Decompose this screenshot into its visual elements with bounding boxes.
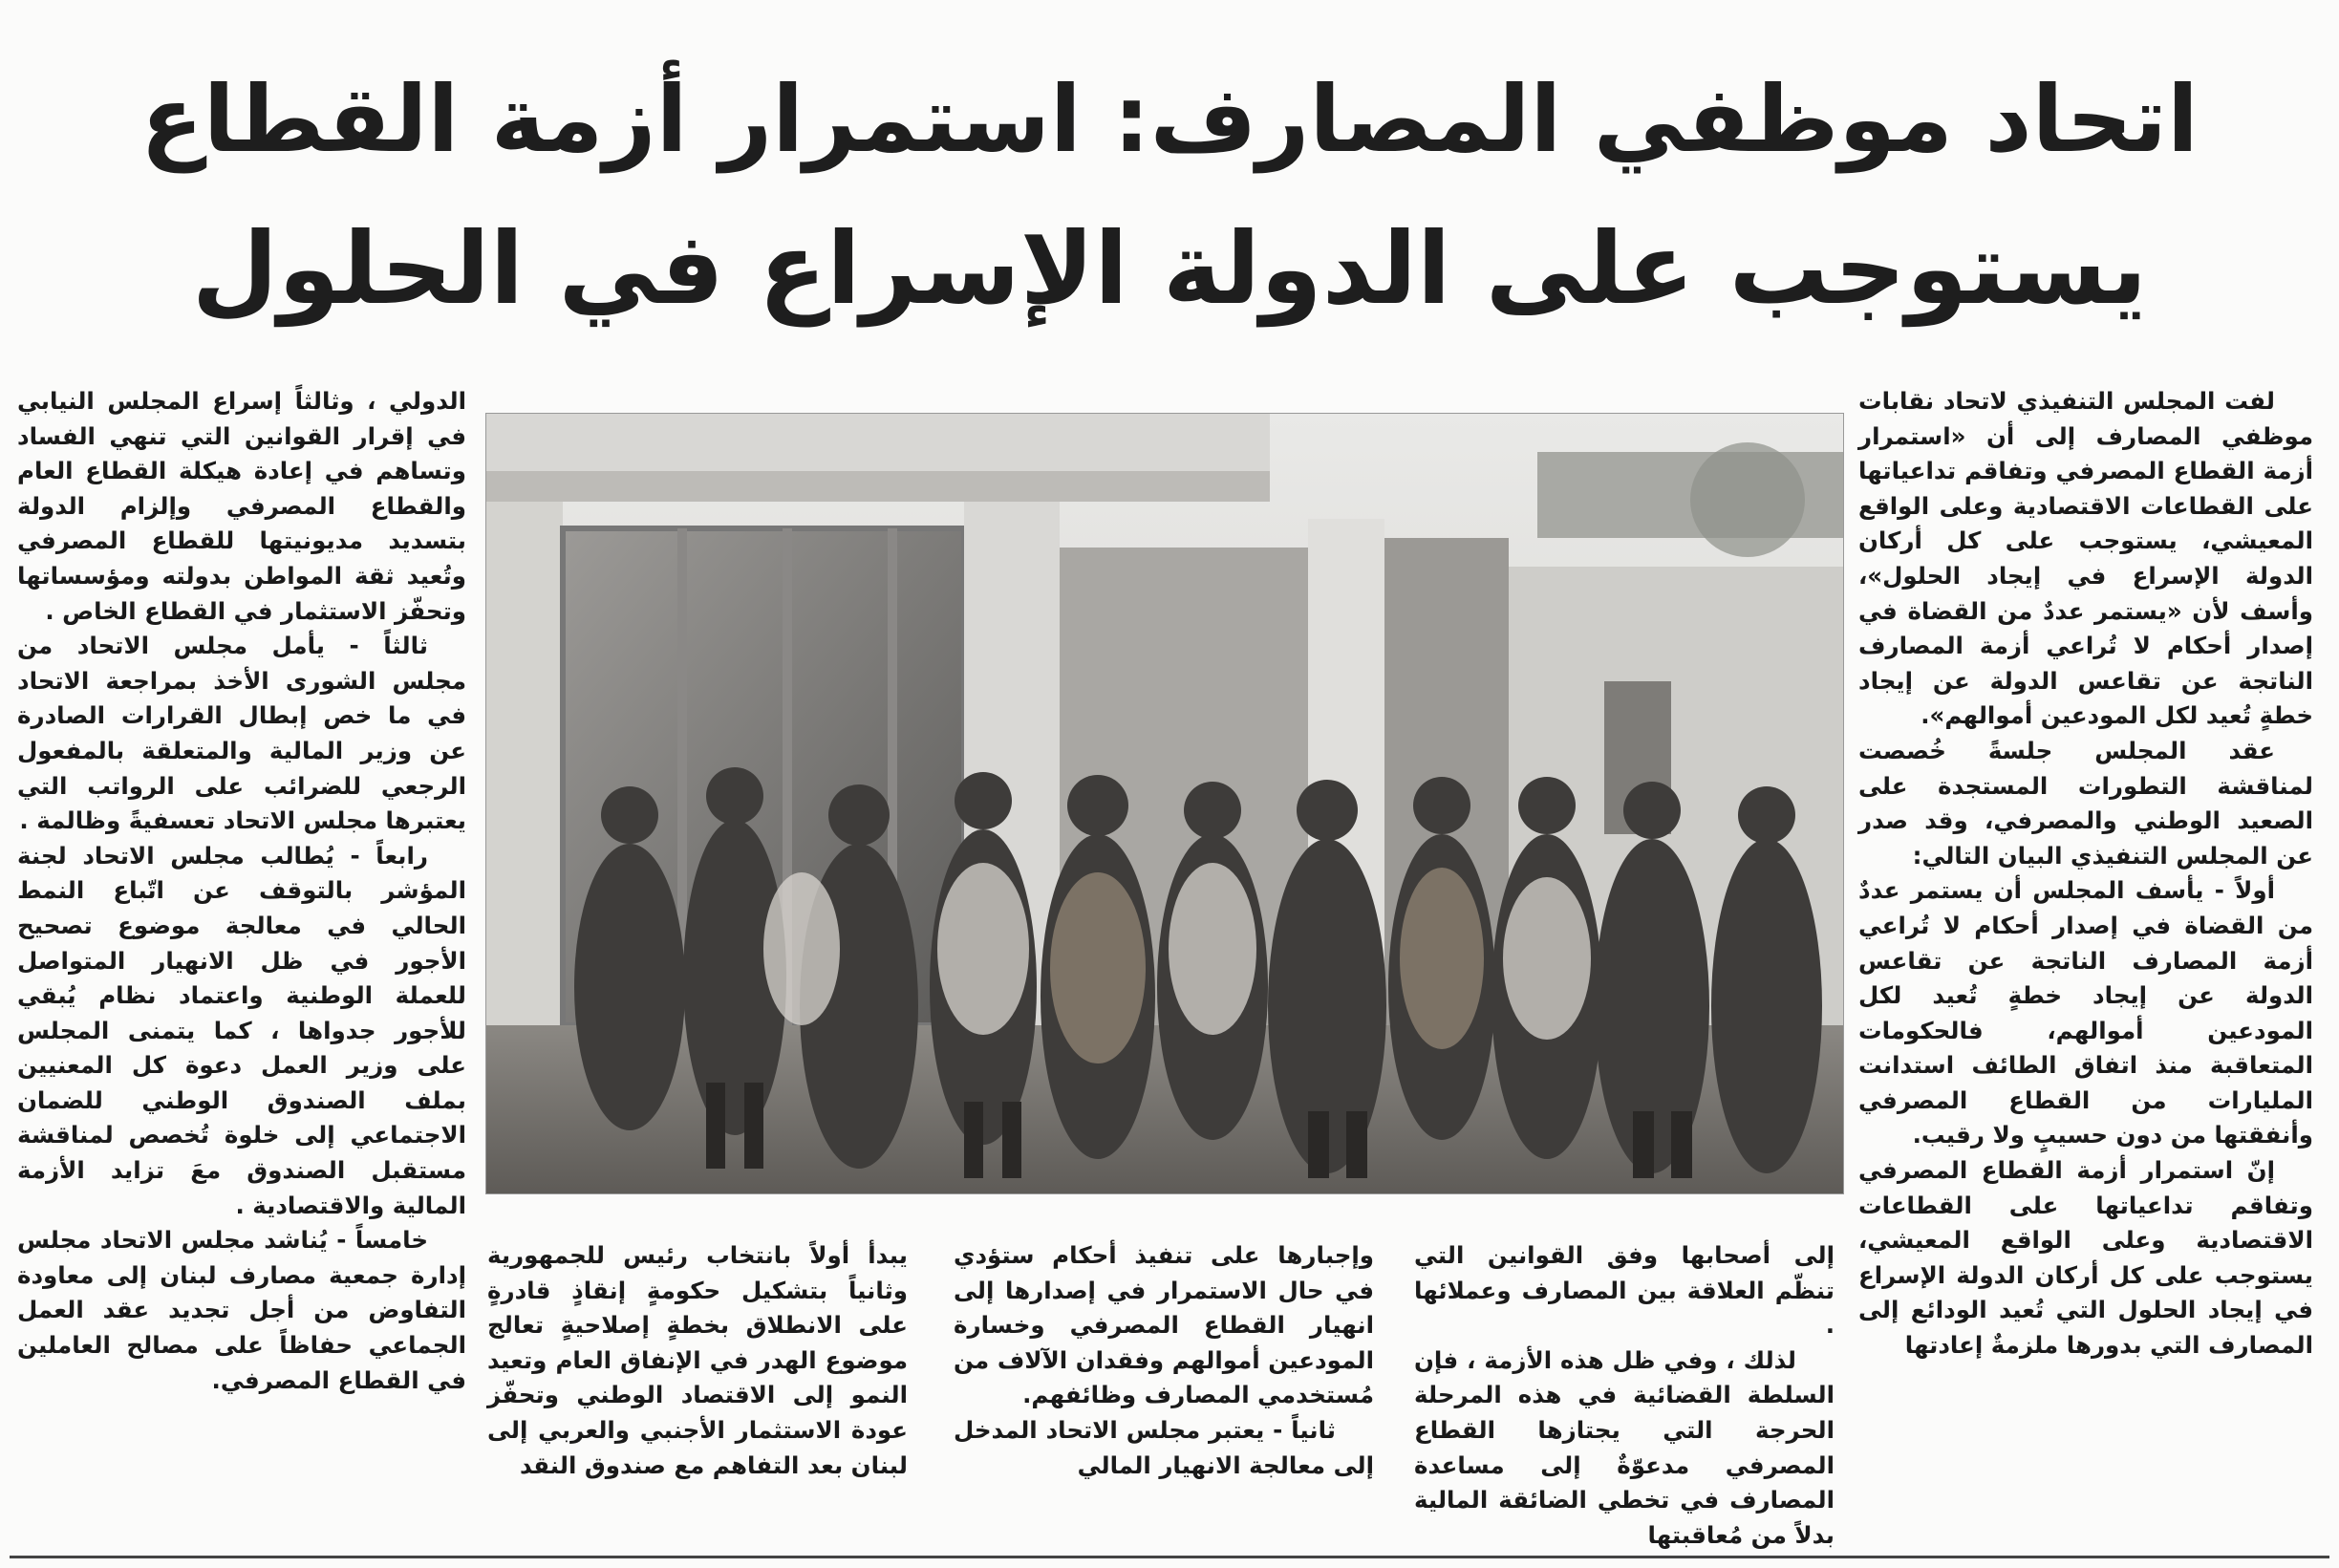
paragraph: إلى أصحابها وفق القوانين التي تنظّم العلاقة بين المصارف وعملائها . bbox=[1414, 1241, 1835, 1340]
news-photo bbox=[485, 413, 1844, 1194]
bottom-rule bbox=[10, 1556, 2329, 1558]
paragraph: يبدأ أولاً بانتخاب رئيس للجمهورية وثانياً بتشكيل حكومةٍ إنقاذٍ قادرةٍ على الانطلاق بخطةٍ إصلاحيةٍ تعالج موضوع الهدر في الإنفاق العام وتعيد النمو إلى الاقتصاد الوطني وتحفّز عودة الاستثمار الأجنبي والعربي إلى لبنان بعد التفاهم مع صندوق النقد bbox=[487, 1241, 908, 1479]
headline-line-2: يستوجب على الدولة الإسراع في الحلول bbox=[191, 210, 2148, 327]
article-column-bottom-3 bbox=[487, 1238, 908, 1483]
paragraph: أولاً - يأسف المجلس أن يستمر عددٌ من القضاة في إصدار أحكام لا تُراعي أزمة المصارف الناتجة عن تقاعس الدولة عن إيجاد خطةٍ تُعيد لكل المودعين أموالهم، فالحكومات المتعاقبة منذ اتفاق الطائف استدانت المليارات من القطاع المصرفي وأنفقتها من دون حسيبٍ ولا رقيب. bbox=[1858, 876, 2313, 1149]
paragraph: وإجبارها على تنفيذ أحكام ستؤدي في حال الاستمرار في إصدارها إلى انهيار القطاع المصرفي وخسارة المودعين أموالهم وفقدان الآلاف من مُستخدمي المصارف وظائفهم. bbox=[954, 1241, 1374, 1409]
paragraph: خامساً - يُناشد مجلس الاتحاد مجلس إدارة جمعية مصارف لبنان إلى معاودة التفاوض من أجل تجديد عقد العمل الجماعي حفاظاً على مصالح العاملين في القطاع المصرفي. bbox=[17, 1226, 466, 1394]
paragraph: عقد المجلس جلسةً خُصصت لمناقشة التطورات المستجدة على الصعيد الوطني والمصرفي، وقد صدر عن المجلس التنفيذي البيان التالي: bbox=[1858, 736, 2313, 870]
article-column-left bbox=[17, 384, 466, 1398]
paragraph: ثالثاً - يأمل مجلس الاتحاد من مجلس الشورى الأخذ بمراجعة الاتحاد في ما خص إبطال القرارات الصادرة عن وزير المالية والمتعلقة بالمفعول الرجعي للضرائب على الرواتب التي يعتبرها مجلس الاتحاد تعسفيةً وظالمة . bbox=[17, 632, 466, 835]
paragraph: الدولي ، وثالثاً إسراع المجلس النيابي في إقرار القوانين التي تنهي الفساد وتساهم في إعادة هيكلة القطاع العام والقطاع المصرفي وإلزام الدولة بتسديد مديونيتها للقطاع المصرفي وتُعيد ثقة المواطن بدولته ومؤسساتها وتحفّز الاستثمار في القطاع الخاص . bbox=[17, 387, 466, 625]
paragraph: لذلك ، وفي ظل هذه الأزمة ، فإن السلطة القضائية في هذه المرحلة الحرجة التي يجتازها القطاع المصرفي مدعوّةٌ إلى مساعدة المصارف في تخطي الضائقة المالية بدلاً من مُعاقبتها bbox=[1414, 1345, 1835, 1549]
paragraph: لفت المجلس التنفيذي لاتحاد نقابات موظفي المصارف إلى أن «استمرار أزمة القطاع المصرفي وتفاقم تداعياتها على القطاعات الاقتصادية وعلى الواقع المعيشي، يستوجب على كل أركان الدولة الإسراع في إيجاد الحلول»، وأسف لأن «يستمر عددٌ من القضاة في إصدار أحكام لا تُراعي أزمة المصارف الناتجة عن تقاعس الدولة عن إيجاد خطةٍ تُعيد لكل المودعين أموالهم». bbox=[1858, 387, 2313, 730]
headline-line-1: اتحاد موظفي المصارف: استمرار أزمة القطاع bbox=[140, 66, 2199, 173]
paragraph: رابعاً - يُطالب مجلس الاتحاد لجنة المؤشر بالتوقف عن اتّباع النمط الحالي في معالجة موضوع تصحيح الأجور في ظل الانهيار المتواصل للعملة الوطنية واعتماد نظام يُبقي للأجور جدواها ، كما يتمنى المجلس على وزير العمل دعوة كل المعنيين بملف الصندوق الوطني للضمان الاجتماعي إلى خلوة تُخصص لمناقشة مستقبل الصندوق معَ تزايد الأزمة المالية والاقتصادية . bbox=[17, 841, 466, 1219]
article-column-bottom-2 bbox=[954, 1238, 1374, 1483]
article-column-bottom-1 bbox=[1414, 1238, 1835, 1553]
headline bbox=[0, 57, 2339, 340]
bank-crowd-photo bbox=[486, 414, 1843, 1193]
paragraph: ثانياً - يعتبر مجلس الاتحاد المدخل إلى معالجة الانهيار المالي bbox=[954, 1415, 1374, 1479]
article-column-right bbox=[1858, 384, 2313, 1364]
paragraph: إنّ استمرار أزمة القطاع المصرفي وتفاقم تداعياتها على القطاعات الاقتصادية وعلى الواقع المعيشي، يستوجب على كل أركان الدولة الإسراع في إيجاد الحلول التي تُعيد الودائع إلى المصارف التي بدورها ملزمةٌ إعادتها bbox=[1858, 1156, 2313, 1360]
